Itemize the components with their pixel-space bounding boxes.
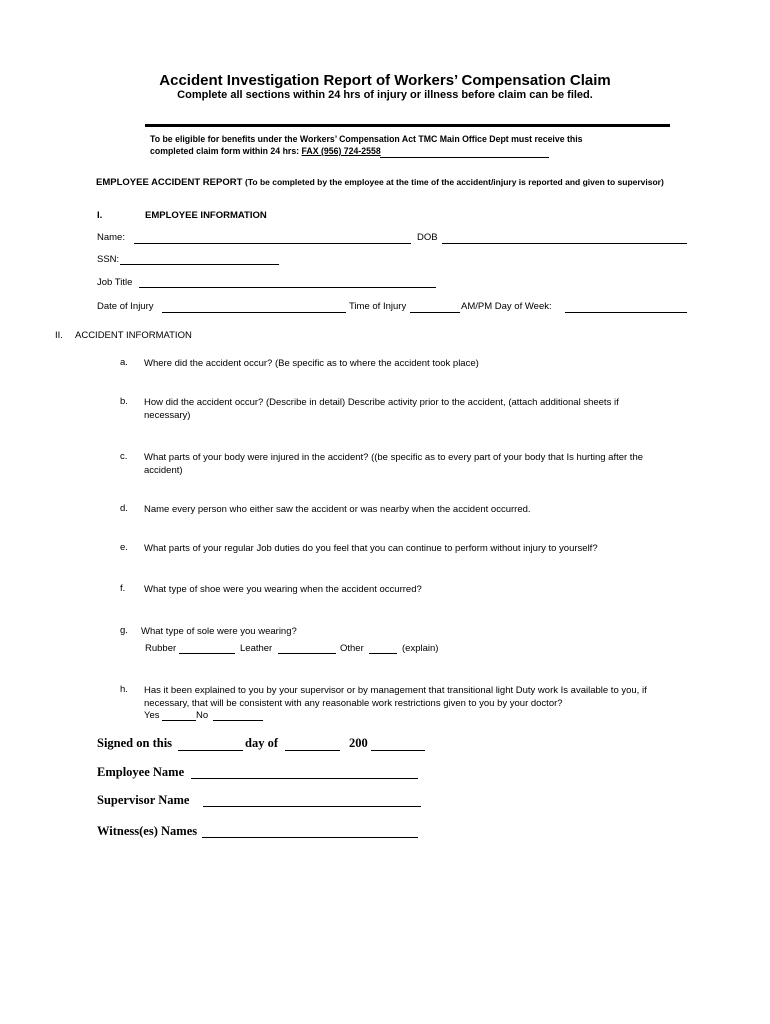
- section-1-title: EMPLOYEE INFORMATION: [145, 210, 267, 221]
- signed-month-field[interactable]: [285, 750, 340, 751]
- question-f-text: What type of shoe were you wearing when the accident occurred?: [144, 584, 422, 595]
- ssn-field[interactable]: [120, 264, 279, 265]
- sole-rubber-label: Rubber: [145, 643, 177, 654]
- sole-rubber-field[interactable]: [179, 653, 235, 654]
- witness-names-field[interactable]: [202, 837, 418, 838]
- report-title: EMPLOYEE ACCIDENT REPORT: [96, 177, 243, 188]
- signed-on-label: Signed on this: [97, 736, 173, 750]
- no-label: No: [196, 710, 209, 721]
- eligibility-notice: [150, 134, 583, 158]
- sole-other-field[interactable]: [369, 653, 397, 654]
- time-of-injury-label: Time of Injury: [349, 301, 407, 312]
- no-field[interactable]: [213, 720, 263, 721]
- report-heading: [96, 177, 664, 188]
- section-2-title: ACCIDENT INFORMATION: [75, 330, 192, 341]
- question-c-letter: c.: [120, 451, 128, 462]
- time-of-injury-field[interactable]: [410, 312, 460, 313]
- question-e-letter: e.: [120, 542, 128, 553]
- day-of-week-field[interactable]: [565, 312, 687, 313]
- question-f-letter: f.: [120, 583, 126, 594]
- fax-number: FAX (956) 724-2558: [301, 146, 381, 157]
- notice-line-2-text: completed claim form within 24 hrs:: [150, 146, 302, 157]
- form-title: Accident Investigation Report of Workers’ Compensation Claim: [159, 72, 611, 89]
- report-note: (To be completed by the employee at the time of the accident/injury is reported and given to supervisor): [245, 177, 664, 187]
- yes-field[interactable]: [162, 720, 196, 721]
- job-title-label: Job Title: [97, 277, 133, 288]
- supervisor-name-label: Supervisor Name: [97, 793, 190, 807]
- day-of-label: day of: [245, 736, 278, 750]
- employee-name-field[interactable]: [191, 778, 418, 779]
- question-c-text: What parts of your body were injured in the accident? ((be specific as to every part of your body that Is hurting after the accident): [144, 452, 644, 476]
- notice-underline: [380, 157, 549, 158]
- question-a-text: Where did the accident occur? (Be specific as to where the accident took place): [144, 358, 479, 369]
- witness-names-label: Witness(es) Names: [97, 824, 198, 838]
- supervisor-name-field[interactable]: [203, 806, 421, 807]
- question-a-letter: a.: [120, 357, 128, 368]
- dob-field[interactable]: [442, 243, 687, 244]
- ampm-day-label: AM/PM Day of Week:: [461, 301, 552, 312]
- question-h-letter: h.: [120, 684, 128, 695]
- sole-explain-label: (explain): [402, 643, 439, 654]
- question-d-letter: d.: [120, 503, 128, 514]
- year-prefix-label: 200: [349, 736, 368, 750]
- employee-name-label: Employee Name: [97, 765, 185, 779]
- date-of-injury-field[interactable]: [162, 312, 346, 313]
- form-subtitle: Complete all sections within 24 hrs of injury or illness before claim can be filed.: [177, 89, 593, 101]
- signed-day-field[interactable]: [178, 750, 243, 751]
- name-label: Name:: [97, 232, 125, 243]
- dob-label: DOB: [417, 232, 438, 243]
- question-e-text: What parts of your regular Job duties do you feel that you can continue to perform without injury to yourself?: [144, 543, 598, 554]
- question-b-letter: b.: [120, 396, 128, 407]
- date-of-injury-label: Date of Injury: [97, 301, 154, 312]
- sole-other-label: Other: [340, 643, 364, 654]
- name-field[interactable]: [134, 243, 411, 244]
- yes-label: Yes: [144, 710, 160, 721]
- question-g-letter: g.: [120, 625, 128, 636]
- question-b-text: How did the accident occur? (Describe in detail) Describe activity prior to the accident, (attach additional sheets if necessary): [144, 397, 619, 421]
- question-h-text: Has it been explained to you by your supervisor or by management that transitional light Duty work Is available to you, if necessary, that will be consistent with any reasonable work restrictions given to you by your doctor?: [144, 685, 647, 709]
- notice-line-1: To be eligible for benefits under the Workers’ Compensation Act TMC Main Office Dept must receive this: [150, 134, 583, 145]
- question-d-text: Name every person who either saw the accident or was nearby when the accident occurred.: [144, 504, 531, 515]
- job-title-field[interactable]: [139, 287, 436, 288]
- question-g-text: What type of sole were you wearing?: [141, 626, 297, 637]
- header-divider: [145, 124, 670, 126]
- sole-leather-field[interactable]: [278, 653, 336, 654]
- section-2-number: II.: [55, 330, 63, 341]
- ssn-label: SSN:: [97, 254, 120, 265]
- sole-leather-label: Leather: [240, 643, 273, 654]
- section-1-number: I.: [97, 210, 103, 221]
- signed-year-field[interactable]: [371, 750, 425, 751]
